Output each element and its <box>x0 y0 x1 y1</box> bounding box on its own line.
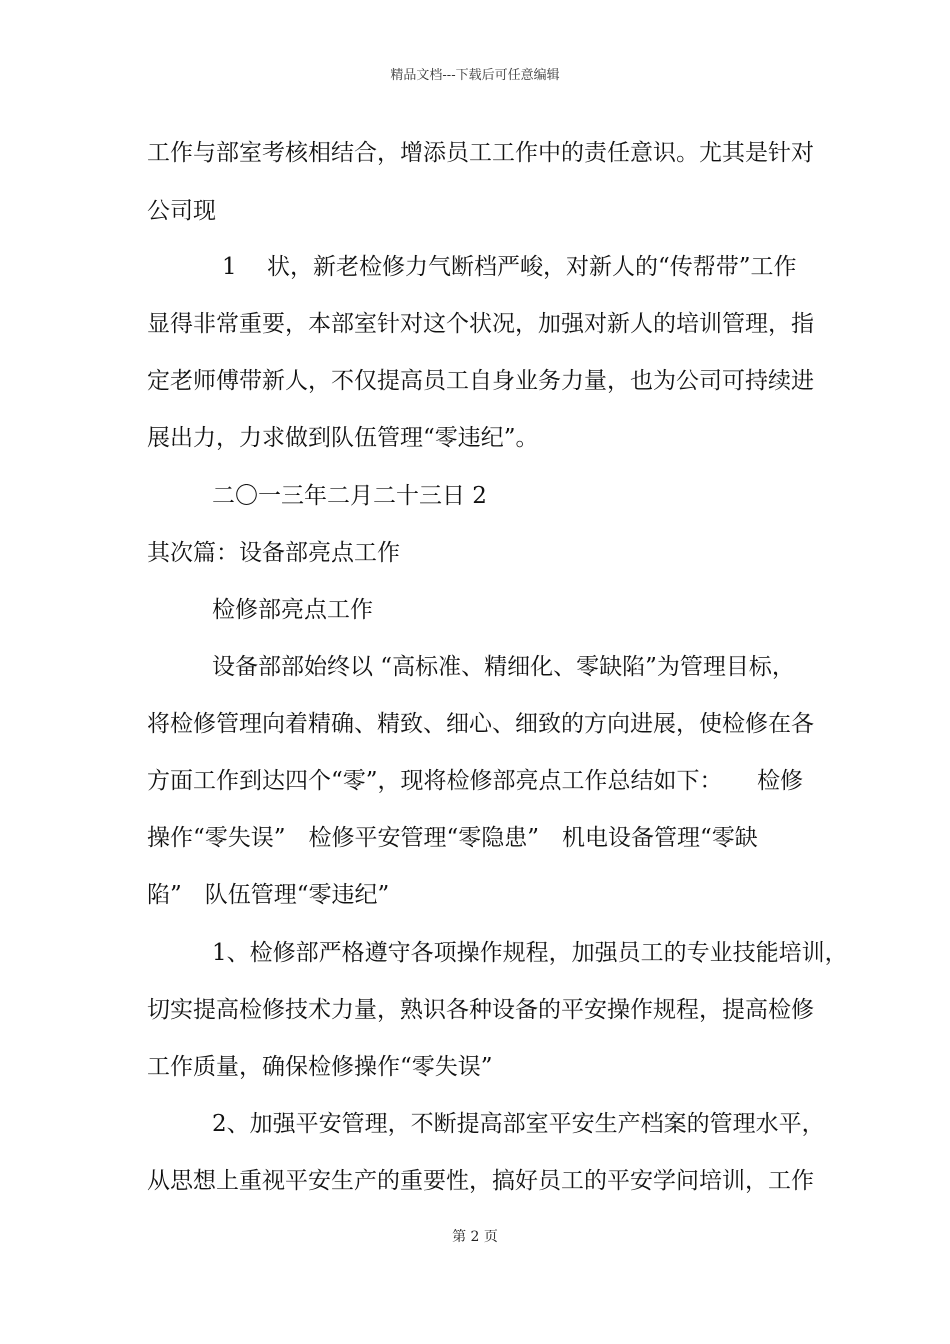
text-line-16: 切实提高检修技术力量，熟识各种设备的平安操作规程，提高检修 <box>147 997 814 1023</box>
text-line-11: 将检修管理向着精确、精致、细心、细致的方向进展，使检修在各 <box>147 711 814 737</box>
text-line-1: 工作与部室考核相结合，增添员工工作中的责任意识。尤其是针对 <box>147 140 814 166</box>
text-line-13: 操作“零失误” 检修平安管理“零隐患” 机电设备管理“零缺 <box>147 825 758 851</box>
text-line-18: 2、加强平安管理，不断提高部室平安生产档案的管理水平， <box>212 1111 825 1137</box>
text-line-6: 展出力，力求做到队伍管理“零违纪”。 <box>147 425 539 451</box>
text-line-14: 陷” 队伍管理“零违纪” <box>147 882 390 908</box>
text-line-12: 方面工作到达四个“零”，现将检修部亮点工作总结如下： 检修 <box>147 768 804 794</box>
text-line-3: 1 状，新老检修力气断档严峻，对新人的“传帮带”工作 <box>222 254 797 280</box>
text-line-5: 定老师傅带新人，不仅提高员工自身业务力量，也为公司可持续进 <box>147 368 814 394</box>
subsection-title: 检修部亮点工作 <box>212 597 373 623</box>
section-title: 其次篇：设备部亮点工作 <box>147 540 400 566</box>
text-line-10: 设备部部始终以 “高标准、精细化、零缺陷”为管理目标， <box>212 654 795 680</box>
page-number: 第 2 页 <box>452 1229 498 1245</box>
text-line-4: 显得非常重要，本部室针对这个状况，加强对新人的培训管理，指 <box>147 311 814 337</box>
text-line-15: 1、检修部严格遵守各项操作规程，加强员工的专业技能培训， <box>212 940 848 966</box>
page-header: 精品文档---下载后可任意编辑 <box>390 68 560 83</box>
text-line-7: 二〇一三年二月二十三日 2 <box>212 483 487 509</box>
text-line-19: 从思想上重视平安生产的重要性，搞好员工的平安学问培训，工作 <box>147 1168 814 1194</box>
text-line-17: 工作质量，确保检修操作“零失误” <box>147 1054 493 1080</box>
text-line-2: 公司现 <box>147 198 216 224</box>
